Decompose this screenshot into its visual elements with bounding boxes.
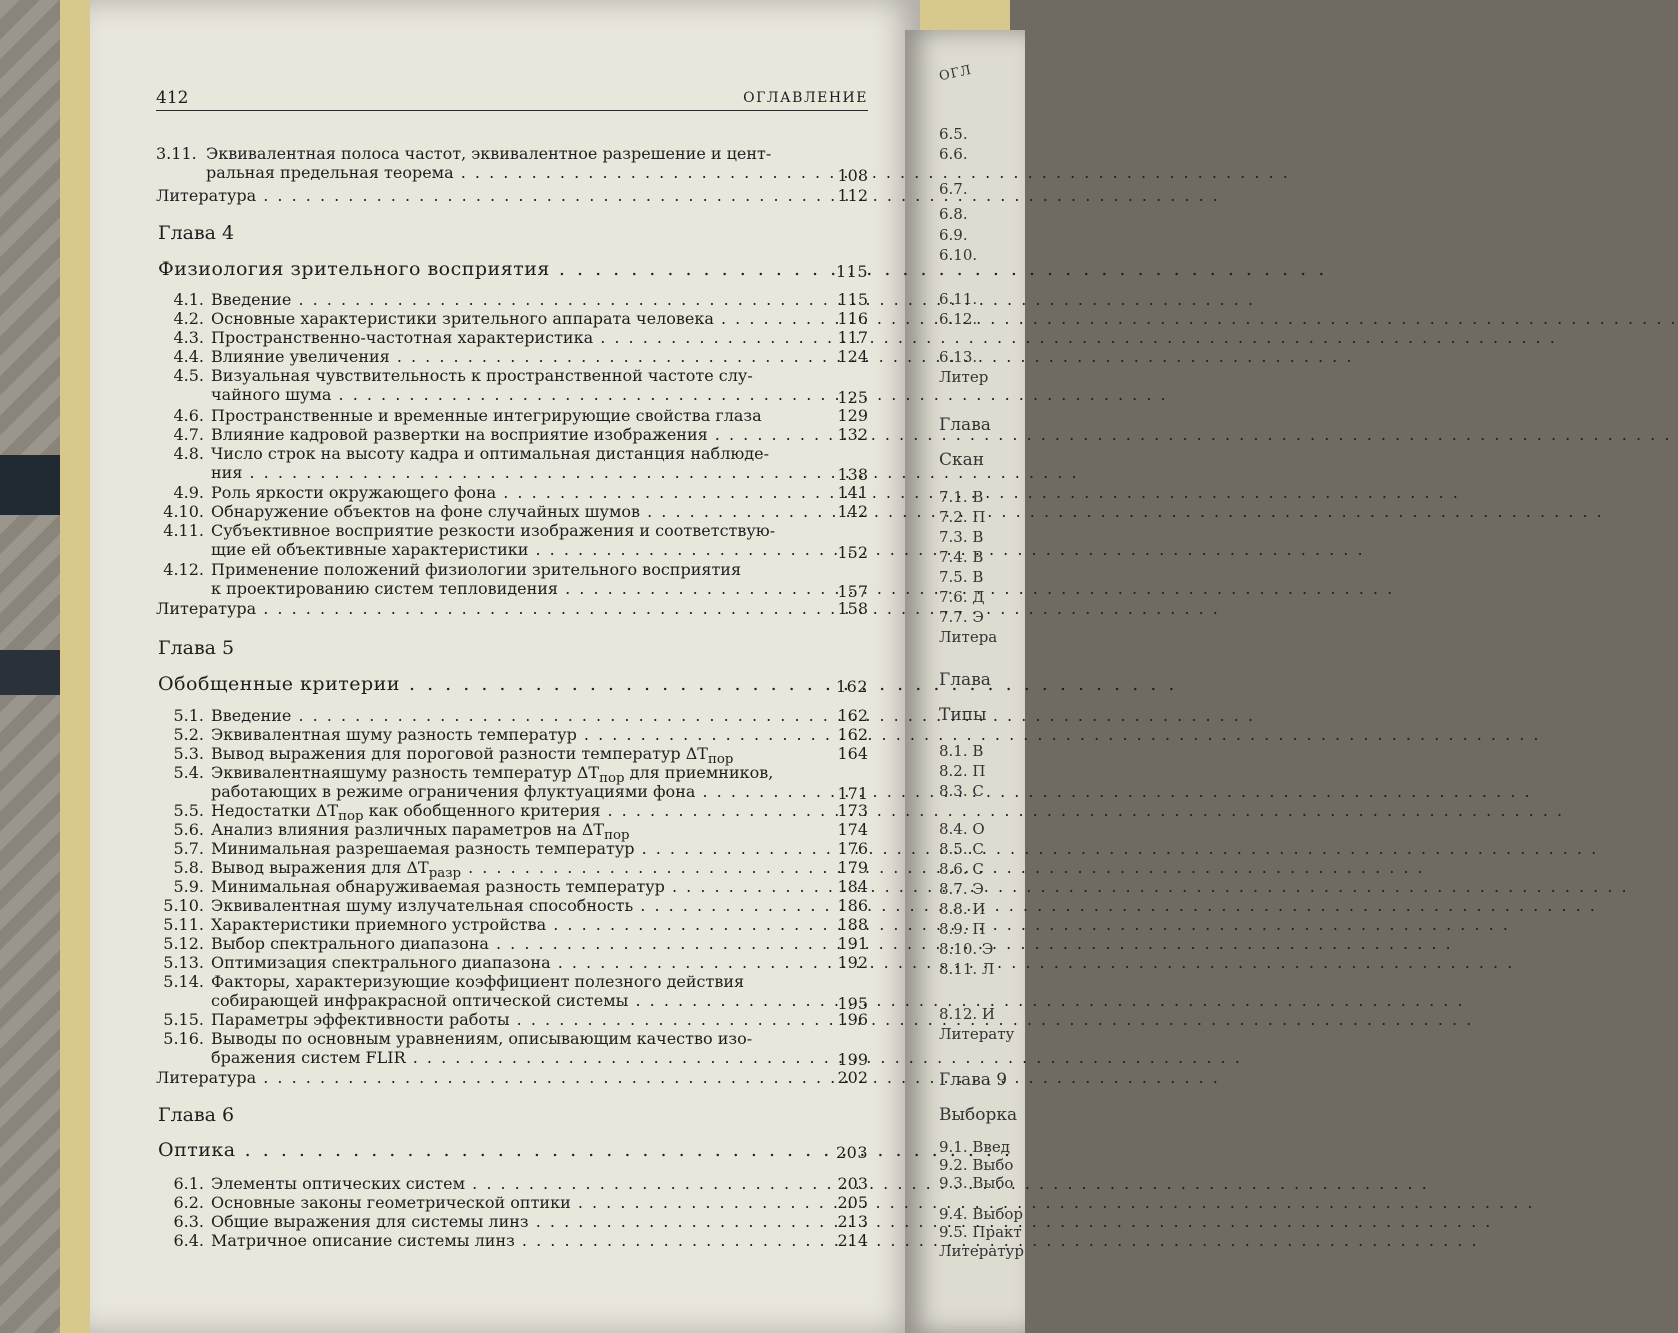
entry-number: 5.16. — [163, 1029, 204, 1048]
entry-page: 196 — [837, 1010, 868, 1029]
entry-title-text: Вывод выражения для ΔT — [211, 858, 429, 877]
entry-number: 5.8. — [173, 858, 204, 877]
entry-number: 4.8. — [173, 444, 204, 463]
right-page-line: 8.2. П — [939, 762, 986, 780]
literature-title: Литература . . . — [156, 599, 828, 618]
chapter-page: 115 — [835, 262, 868, 281]
entry-number: 4.11. — [163, 521, 204, 540]
toc-entry — [156, 706, 868, 725]
entry-number: 6.4. — [173, 1231, 204, 1250]
toc-entry — [156, 290, 868, 309]
entry-number: 5.13. — [163, 953, 204, 972]
literature-page: 202 — [837, 1068, 868, 1087]
entry-title: Матричное описание системы линз . . . — [211, 1231, 828, 1250]
entry-title: Роль яркости окружающего фона . . . — [211, 483, 828, 502]
right-page-line: 8.9. П — [939, 920, 986, 938]
entry-title: Основные законы геометрической оптики . . . — [211, 1193, 828, 1212]
entry-page: 203 — [837, 1174, 868, 1193]
entry-number: 5.6. — [173, 820, 204, 839]
subscript: пор — [707, 752, 734, 768]
right-page-line: 8.10. Э — [939, 940, 994, 958]
toc-entry — [156, 483, 868, 502]
entry-title-continuation: работающих в режиме ограничения флуктуациями фона . . . — [211, 782, 828, 801]
entry-page: 124 — [837, 347, 868, 366]
entry-number: 5.1. — [173, 706, 204, 725]
entry-number: 5.2. — [173, 725, 204, 744]
right-page-line: Глава 9 — [939, 1070, 1008, 1090]
entry-title: Пространственные и временные интегрирующие свойства глаза — [211, 406, 762, 425]
entry-title: Влияние кадровой развертки на восприятие изображения . . . — [211, 425, 828, 444]
entry-number: 4.1. — [173, 290, 204, 309]
right-page-line: 6.8. — [939, 205, 968, 223]
entry-page: 141 — [837, 483, 868, 502]
right-page-line: 7.1. В — [939, 488, 984, 506]
entry-title: Применение положений физиологии зрительного восприятия — [211, 560, 742, 579]
entry-number: 4.6. — [173, 406, 204, 425]
entry-page: 162 — [837, 725, 868, 744]
right-page-line: 8.4. О — [939, 820, 985, 838]
entry-title: Выбор спектрального диапазона . . . — [211, 934, 828, 953]
entry-title-continuation: ральная предельная теорема . . . — [206, 163, 823, 182]
entry-number: 4.7. — [173, 425, 204, 444]
entry-title-text: Анализ влияния различных параметров на ΔT — [211, 820, 605, 839]
toc-entry — [156, 521, 868, 540]
entry-title: Эквивалентная полоса частот, эквивалентное разрешение и цент- — [206, 144, 772, 163]
right-page-line: Глава — [939, 670, 991, 690]
entry-page: 125 — [837, 388, 868, 407]
entry-page: 174 — [837, 820, 868, 839]
literature-title: Литература . . . — [156, 186, 828, 205]
toc-entry — [156, 744, 868, 768]
right-page-line: 7.6. Д — [939, 588, 985, 606]
chapter-title-line — [158, 673, 868, 697]
right-page-line: 8.1. В — [939, 742, 984, 760]
entry-title: Минимальная разрешаемая разность температур . . . — [211, 839, 828, 858]
toc-entry — [156, 444, 868, 463]
entry-page: 186 — [837, 896, 868, 915]
entry-title: Выводы по основным уравнениям, описывающим качество изо- — [211, 1029, 753, 1048]
right-page-line: 9.3. Выбо — [939, 1174, 1014, 1192]
toc-entry — [156, 144, 868, 163]
toc-entry — [156, 1010, 868, 1029]
toc-entry — [156, 366, 868, 385]
entry-title: Введение . . . — [211, 290, 828, 309]
entry-page: 192 — [837, 953, 868, 972]
right-page-line: 9.2. Выбо — [939, 1156, 1014, 1174]
entry-page: 116 — [837, 309, 868, 328]
right-page-line: 8.3. С — [939, 782, 984, 800]
page-header — [156, 88, 868, 111]
right-page-line: 8.8. И — [939, 900, 986, 918]
entry-title-continuation: чайного шума . . . — [211, 385, 828, 404]
right-page-line: 6.9. — [939, 226, 968, 244]
chapter-label: Глава 6 — [158, 1104, 235, 1126]
toc-entry — [156, 1193, 868, 1212]
entry-title: Пространственно-частотная характеристика . . . — [211, 328, 828, 347]
entry-page: 195 — [837, 994, 868, 1013]
entry-number: 4.2. — [173, 309, 204, 328]
entry-page: 205 — [837, 1193, 868, 1212]
chapter-title: Физиология зрительного восприятия . . . — [158, 258, 828, 280]
right-page-line: 6.7. — [939, 180, 968, 198]
chapter-label: Глава 4 — [158, 222, 235, 244]
right-page-line: 6.10. — [939, 246, 978, 264]
toc-entry — [156, 425, 868, 444]
chapter-title-line — [158, 1139, 868, 1163]
right-page-line: 8.5. С — [939, 840, 984, 858]
entry-page: 173 — [837, 801, 868, 820]
toc-entry — [156, 725, 868, 744]
right-page-line: 6.6. — [939, 145, 968, 163]
entry-title: Элементы оптических систем . . . — [211, 1174, 828, 1193]
right-page-line: 7.5. В — [939, 568, 984, 586]
entry-title-text: Недостатки ΔT — [211, 801, 339, 820]
entry-page: 191 — [837, 934, 868, 953]
toc-entry — [156, 763, 868, 787]
entry-title: Основные характеристики зрительного аппарата человека . . . — [211, 309, 828, 328]
right-page-line: Глава — [939, 415, 991, 435]
entry-title: Эквивалентная шуму разность температур . . . — [211, 725, 828, 744]
entry-number: 5.9. — [173, 877, 204, 896]
entry-number: 4.9. — [173, 483, 204, 502]
chapter-page: 203 — [835, 1143, 868, 1162]
entry-title-continuation: ния . . . — [211, 463, 828, 482]
entry-title-continuation: бражения систем FLIR . . . — [211, 1048, 828, 1067]
right-page-line: 7.2. П — [939, 508, 986, 526]
entry-number: 5.14. — [163, 972, 204, 991]
right-page-line: 6.11. — [939, 290, 978, 308]
section-title: ОГЛАВЛЕНИЕ — [743, 90, 868, 106]
entry-page: 214 — [837, 1231, 868, 1250]
toc-literature — [156, 599, 868, 618]
entry-number: 4.10. — [163, 502, 204, 521]
entry-title-text: Вывод выражения для пороговой разности температур ΔT — [211, 744, 708, 763]
page-number: 412 — [156, 88, 189, 108]
toc-entry — [156, 309, 868, 328]
chapter-title: Обобщенные критерии . . . — [158, 673, 828, 695]
entry-title: Эквивалентная шуму излучательная способность . . . — [211, 896, 828, 915]
entry-number: 4.4. — [173, 347, 204, 366]
entry-title: Обнаружение объектов на фоне случайных шумов . . . — [211, 502, 828, 521]
entry-number: 5.15. — [163, 1010, 204, 1029]
toc-literature — [156, 186, 868, 205]
entry-page: 132 — [837, 425, 868, 444]
subscript: пор — [604, 828, 630, 844]
entry-number: 5.5. — [173, 801, 204, 820]
right-page-line: 9.1. Введ — [939, 1138, 1010, 1156]
entry-page: 138 — [837, 465, 868, 484]
entry-number: 5.12. — [163, 934, 204, 953]
toc-entry — [156, 1212, 868, 1231]
toc-entry — [156, 839, 868, 858]
toc-entry — [156, 1174, 868, 1193]
entry-page: 199 — [837, 1050, 868, 1069]
toc-entry — [156, 896, 868, 915]
entry-title-text: Эквивалентнаяшуму разность температур ΔT — [211, 763, 600, 782]
right-page-line: 8.12. И — [939, 1005, 996, 1023]
toc-entry — [156, 1029, 868, 1048]
toc-entry — [156, 328, 868, 347]
entry-title: Влияние увеличения . . . — [211, 347, 828, 366]
entry-title: Факторы, характеризующие коэффициент полезного действия — [211, 972, 745, 991]
right-page-line: Литерату — [939, 1025, 1015, 1043]
entry-number: 6.1. — [173, 1174, 204, 1193]
entry-title: Число строк на высоту кадра и оптимальная дистанция наблюде- — [211, 444, 770, 463]
literature-page: 158 — [837, 599, 868, 618]
entry-title: Характеристики приемного устройства . . . — [211, 915, 828, 934]
entry-page: 117 — [837, 328, 868, 347]
entry-title: Введение . . . — [211, 706, 828, 725]
right-page-line: 6.13. — [939, 348, 978, 366]
entry-title: Субъективное восприятие резкости изображения и соответствую- — [211, 521, 776, 540]
entry-number: 6.3. — [173, 1212, 204, 1231]
entry-number: 6.2. — [173, 1193, 204, 1212]
right-page-line: Скан — [939, 450, 985, 470]
toc-entry — [156, 953, 868, 972]
entry-title: Визуальная чувствительность к пространственной частоте слу- — [211, 366, 753, 385]
subscript: пор — [599, 771, 625, 787]
right-page-line: 7.3. В — [939, 528, 984, 546]
right-page-line: 7.7. Э — [939, 608, 984, 626]
entry-page: 108 — [837, 166, 868, 185]
toc-entry — [156, 972, 868, 991]
entry-number: 5.7. — [173, 839, 204, 858]
toc-entry — [156, 820, 868, 844]
literature-title: Литература . . . — [156, 1068, 828, 1087]
chapter-title: Оптика . . . — [158, 1139, 828, 1161]
toc-entry — [156, 915, 868, 934]
entry-page: 179 — [837, 858, 868, 877]
entry-number: 4.5. — [173, 366, 204, 385]
right-page-line: 7.4. В — [939, 548, 984, 566]
entry-page: 162 — [837, 706, 868, 725]
entry-title-continuation: к проектированию систем тепловидения . . . — [211, 579, 828, 598]
entry-page: 157 — [837, 582, 868, 601]
entry-title-text: как обобщенного критерия — [363, 801, 601, 820]
entry-page: 171 — [837, 784, 868, 803]
toc-entry — [156, 347, 868, 366]
entry-title: Минимальная обнаруживаемая разность температур . . . — [211, 877, 828, 896]
entry-number: 3.11. — [156, 144, 197, 163]
right-page-line: 6.12. — [939, 310, 978, 328]
toc-entry — [156, 560, 868, 579]
entry-number: 5.10. — [163, 896, 204, 915]
toc-entry — [156, 934, 868, 953]
toc-literature — [156, 1068, 868, 1087]
subscript: пор — [338, 809, 364, 825]
right-page-line: Литер — [939, 368, 989, 386]
entry-title-text: для приемников, — [624, 763, 774, 782]
entry-title-continuation: собирающей инфракрасной оптической системы . . . — [211, 991, 828, 1010]
entry-page: 213 — [837, 1212, 868, 1231]
toc-entry — [156, 801, 868, 825]
subscript: разр — [428, 866, 461, 882]
right-page-line: Типы — [939, 705, 987, 725]
toc-entry — [156, 858, 868, 882]
entry-number: 5.4. — [173, 763, 204, 782]
toc-entry — [156, 502, 868, 521]
toc-entry — [156, 877, 868, 896]
right-page-line: Литератур — [939, 1242, 1024, 1260]
chapter-label: Глава 5 — [158, 637, 235, 659]
entry-number: 4.3. — [173, 328, 204, 347]
literature-page: 112 — [837, 186, 868, 205]
entry-page: 152 — [837, 543, 868, 562]
right-page-line: 8.11. Л — [939, 960, 995, 978]
entry-title-continuation: щие ей объективные характеристики . . . — [211, 540, 828, 559]
entry-page: 115 — [837, 290, 868, 309]
entry-page: 129 — [837, 406, 868, 425]
right-page-line: 6.5. — [939, 125, 968, 143]
entry-number: 4.12. — [163, 560, 204, 579]
entry-number: 5.3. — [173, 744, 204, 763]
entry-page: 142 — [837, 502, 868, 521]
entry-page: 176 — [837, 839, 868, 858]
right-page-header: ОГЛ — [937, 62, 974, 85]
right-page-line: 9.5. Практ — [939, 1223, 1022, 1241]
chapter-title-line — [158, 258, 868, 282]
entry-title: Общие выражения для системы линз . . . — [211, 1212, 828, 1231]
entry-page: 184 — [837, 877, 868, 896]
right-page-line: 8.7. Э — [939, 880, 984, 898]
chapter-page: 162 — [835, 677, 868, 696]
entry-number: 5.11. — [163, 915, 204, 934]
entry-page: 188 — [837, 915, 868, 934]
right-page-line: 9.4. Выбор — [939, 1205, 1024, 1223]
right-page-line: Литера — [939, 628, 998, 646]
toc-entry — [156, 406, 868, 425]
toc-entry — [156, 1231, 868, 1250]
right-page-line: 8.6. С — [939, 860, 984, 878]
entry-title: Оптимизация спектрального диапазона . . . — [211, 953, 828, 972]
entry-page: 164 — [837, 744, 868, 763]
entry-title: Параметры эффективности работы . . . — [211, 1010, 828, 1029]
right-page-line: Выборка — [939, 1105, 1018, 1125]
